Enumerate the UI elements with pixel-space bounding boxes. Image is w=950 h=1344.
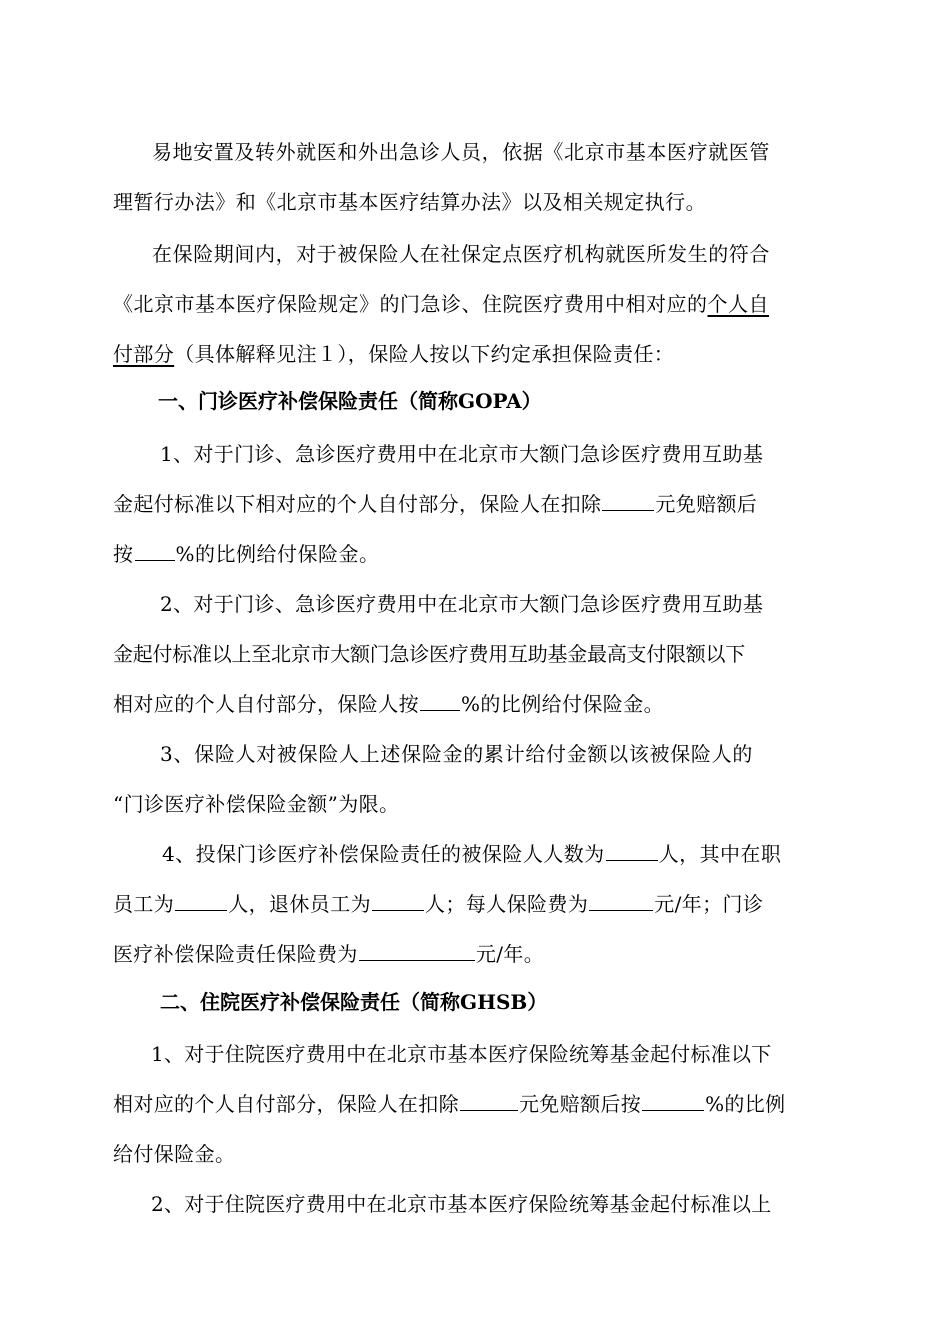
blank-insured-count [606, 842, 658, 861]
paragraph-2-text-tail: （具体解释见注１），保险人按以下约定承担保险责任： [174, 342, 675, 366]
gopa-clause-3-line-2: “门诊医疗补偿保险金额”为限。 [113, 792, 400, 816]
gopa-clause-1-text-b: 元免赔额后 [655, 492, 758, 516]
blank-active-staff [175, 892, 227, 911]
gopa-clause-1-text: 金起付标准以下相对应的个人自付部分，保险人在扣除 [113, 492, 602, 516]
gopa-clause-4-text-h: 元/年。 [475, 942, 545, 966]
ghsb-clause-2-line-1: 2、对于住院医疗费用中在北京市基本医疗保险统筹基金起付标准以上 [151, 1192, 772, 1216]
gopa-clause-1-text-c: 按 [113, 542, 134, 566]
paragraph-2-line-2 [113, 290, 769, 318]
gopa-clause-4-text: 4、投保门诊医疗补偿保险责任的被保险人人数为 [162, 842, 605, 866]
gopa-clause-2-text: 相对应的个人自付部分，保险人按 [113, 692, 419, 716]
ghsb-clause-1-text-b: 元免赔额后按 [518, 1092, 642, 1116]
paragraph-1-line-2: 理暂行办法》和《北京市基本医疗结算办法》以及相关规定执行。 [113, 190, 707, 214]
blank-premium-per-person [589, 892, 653, 911]
gopa-clause-4-line-1 [162, 840, 781, 868]
gopa-clause-2-line-1: 2、对于门诊、急诊医疗费用中在北京市大额门急诊医疗费用互助基 [160, 592, 764, 616]
ghsb-clause-1-line-1: 1、对于住院医疗费用中在北京市基本医疗保险统筹基金起付标准以下 [151, 1042, 772, 1066]
section-heading-2: 二、住院医疗补偿保险责任（简称GHSB） [160, 990, 548, 1014]
underlined-term-part-1: 个人自 [707, 292, 769, 316]
ghsb-clause-1-text: 相对应的个人自付部分，保险人在扣除 [113, 1092, 459, 1116]
ghsb-clause-1-text-c: %的比例 [705, 1092, 786, 1116]
paragraph-2-line-3 [113, 340, 674, 368]
blank-percentage [420, 692, 460, 711]
gopa-clause-4-line-3 [113, 940, 544, 968]
gopa-clause-4-text-g: 医疗补偿保险责任保险费为 [113, 942, 358, 966]
gopa-clause-4-text-b: 人，其中在职 [658, 842, 782, 866]
paragraph-1-line-1: 易地安置及转外就医和外出急诊人员，依据《北京市基本医疗就医管 [152, 140, 770, 164]
gopa-clause-4-text-d: 人，退休员工为 [228, 892, 372, 916]
blank-deductible [602, 492, 654, 511]
gopa-clause-4-text-c: 员工为 [113, 892, 175, 916]
gopa-clause-1-line-1: 1、对于门诊、急诊医疗费用中在北京市大额门急诊医疗费用互助基 [160, 442, 764, 466]
gopa-clause-4-line-2 [113, 890, 763, 918]
gopa-clause-4-text-e: 人；每人保险费为 [425, 892, 589, 916]
blank-percentage [642, 1092, 704, 1111]
blank-retired-staff [372, 892, 424, 911]
section-heading-1: 一、门诊医疗补偿保险责任（简称GOPA） [158, 389, 542, 413]
gopa-clause-2-line-2: 金起付标准以上至北京市大额门急诊医疗费用互助基金最高支付限额以下 [113, 642, 745, 666]
blank-total-premium [359, 942, 475, 961]
gopa-clause-3-line-1: 3、保险人对被保险人上述保险金的累计给付金额以该被保险人的 [160, 742, 754, 766]
paragraph-2-line-1: 在保险期间内，对于被保险人在社保定点医疗机构就医所发生的符合 [152, 242, 770, 266]
ghsb-clause-1-line-2 [113, 1090, 785, 1118]
blank-deductible [460, 1092, 518, 1111]
gopa-clause-4-text-f: 元/年；门诊 [654, 892, 764, 916]
ghsb-clause-1-line-3: 给付保险金。 [113, 1142, 236, 1166]
gopa-clause-1-line-2 [113, 490, 757, 518]
gopa-clause-1-line-3 [113, 540, 380, 568]
underlined-term-part-2: 付部分 [113, 342, 175, 366]
blank-percentage [135, 542, 175, 561]
gopa-clause-2-line-3 [113, 690, 664, 718]
gopa-clause-1-text-d: %的比例给付保险金。 [175, 542, 380, 566]
gopa-clause-2-text-b: %的比例给付保险金。 [461, 692, 665, 716]
paragraph-2-text: 《北京市基本医疗保险规定》的门急诊、住院医疗费用中相对应的 [113, 292, 708, 316]
